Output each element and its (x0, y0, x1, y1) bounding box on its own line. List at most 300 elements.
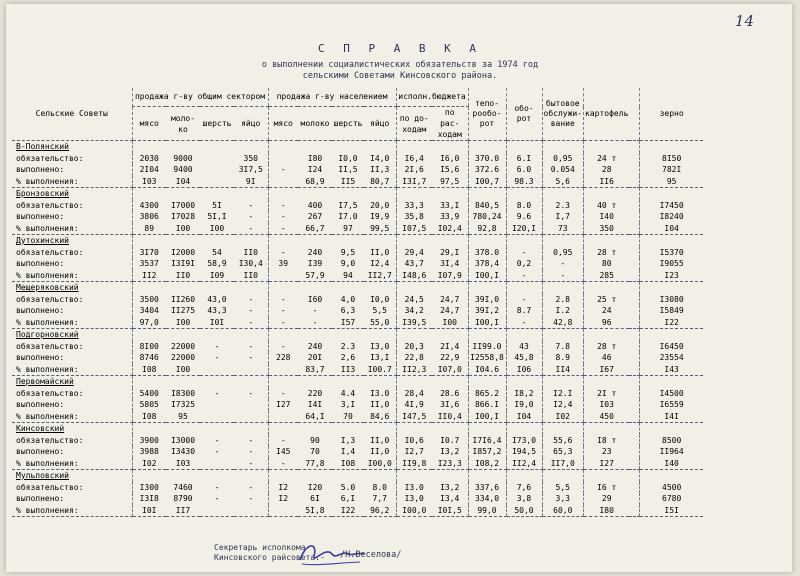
table-cell: 3,8 (506, 493, 542, 505)
table-cell: 8I50 (639, 153, 703, 165)
table-cell: 0,95 (542, 153, 584, 165)
table-cell (432, 188, 468, 200)
table-row (12, 505, 703, 517)
table-cell (332, 470, 364, 482)
table-cell: - (248, 306, 254, 315)
table-cell (166, 188, 200, 200)
table-cell (166, 235, 200, 247)
row-label: обязательство: (16, 153, 84, 163)
table-cell (364, 235, 396, 247)
table-cell: I3I,7 (396, 176, 432, 188)
table-cell: II2,3 (396, 364, 432, 376)
table-row (12, 352, 703, 364)
table-cell (298, 188, 332, 200)
subcol-header: мясо (132, 107, 166, 141)
table-cell (629, 200, 639, 212)
table-cell: - (268, 388, 298, 400)
table-cell: 5.0 (340, 482, 356, 492)
council-name-row (12, 282, 703, 294)
table-cell: I00,7 (468, 176, 506, 188)
table-cell (234, 470, 268, 482)
table-cell: 28 т (584, 341, 630, 353)
table-cell: I6559 (639, 399, 703, 411)
table-cell (166, 329, 200, 341)
group-header: картофель (584, 88, 630, 141)
table-cell: I04.6 (468, 364, 506, 376)
table-cell: 28 (584, 164, 630, 176)
row-label: % выполнения: (12, 505, 132, 517)
table-cell (268, 270, 298, 282)
table-cell: - (234, 317, 268, 329)
table-cell (268, 423, 298, 435)
table-cell (332, 141, 364, 153)
table-cell (468, 376, 506, 388)
row-label: обязательство: (16, 200, 84, 210)
table-cell: 84,6 (364, 411, 396, 423)
row-label: обязательство: (16, 435, 84, 445)
table-cell: I8 т (584, 435, 630, 447)
table-cell: 95 (639, 176, 703, 188)
table-cell: I.2 (542, 305, 584, 317)
table-cell: - (268, 317, 298, 329)
table-cell: I80 (584, 505, 630, 517)
table-cell (506, 188, 542, 200)
council-name-row (12, 470, 703, 482)
table-cell: I2 (268, 482, 298, 494)
table-cell: I7,5 (338, 200, 358, 210)
table-cell: I07,0 (432, 364, 468, 376)
table-cell (639, 282, 703, 294)
table-cell: - (214, 435, 220, 445)
table-cell: I6,0 (440, 153, 460, 163)
table-cell (234, 235, 268, 247)
table-cell: 8500 (639, 435, 703, 447)
table-cell (432, 235, 468, 247)
table-cell: 2.3 (340, 341, 356, 351)
table-cell: 20,0 (370, 200, 390, 210)
table-cell: I9,9 (370, 212, 390, 221)
table-cell (268, 505, 298, 517)
table-cell: 2I,6 (396, 164, 432, 176)
table-cell: I23 (639, 270, 703, 282)
table-cell (629, 352, 639, 364)
table-cell (268, 376, 298, 388)
table-row (12, 388, 703, 400)
table-cell: 35,8 (396, 211, 432, 223)
document-subtitle-line2: сельскими Советами Кинсовского района. (302, 71, 498, 81)
table-row (12, 305, 703, 317)
table-cell: I7325 (170, 400, 196, 409)
table-row (12, 317, 703, 329)
table-cell: 9.6 (506, 211, 542, 223)
table-cell (298, 423, 332, 435)
table-cell: I0I (132, 505, 166, 517)
table-cell: I3,I (370, 353, 390, 362)
table-cell: II5 (332, 176, 364, 188)
table-cell: II3 (332, 364, 364, 376)
row-label: выполнено: (16, 306, 65, 315)
table-cell: I39 (307, 259, 323, 268)
council-name: Бронзовский (16, 189, 69, 198)
table-cell: 9,0 (340, 259, 356, 268)
table-cell: I47,5 (396, 411, 432, 423)
table-cell (200, 141, 234, 153)
table-cell (584, 141, 630, 153)
table-cell: 3I,6 (440, 400, 460, 409)
table-cell: - (268, 294, 298, 306)
table-cell: I00,0 (364, 458, 396, 470)
table-cell: 96,2 (364, 505, 396, 517)
table-cell: 350 (243, 153, 258, 163)
table-cell: 43,0 (207, 294, 227, 304)
row-label: выполнено: (16, 400, 65, 409)
table-cell: 28,4 (396, 388, 432, 400)
table-cell: 23554 (639, 352, 703, 364)
table-cell: 23 (584, 446, 630, 458)
row-label: % выполнения: (12, 176, 132, 188)
table-cell (432, 141, 468, 153)
table-cell: I00 (166, 317, 200, 329)
table-cell (268, 282, 298, 294)
table-cell (332, 423, 364, 435)
table-cell (364, 329, 396, 341)
table-cell: - (248, 494, 254, 503)
table-cell (234, 188, 268, 200)
table-cell: - (298, 317, 332, 329)
table-cell: - (542, 270, 584, 282)
table-cell: I43 (639, 364, 703, 376)
table-cell: 6,3 (340, 306, 356, 315)
council-name-row (12, 141, 703, 153)
table-cell: 3,I (340, 400, 356, 409)
table-cell: 39I,2 (468, 305, 506, 317)
table-cell (584, 470, 630, 482)
table-cell (298, 329, 332, 341)
table-cell: - (248, 482, 254, 492)
footer-line2: Кинсовского райсовета:- (214, 553, 325, 562)
table-cell: I03 (166, 458, 200, 470)
group-header: бытовое обслужи-вание (542, 88, 584, 141)
table-cell: 33,I (440, 200, 460, 210)
table-cell (629, 376, 639, 388)
table-cell (629, 458, 639, 470)
table-cell: 7,7 (372, 494, 387, 503)
group-header: продажа г-ву общим сектором (132, 88, 268, 107)
table-cell: 866.I (468, 399, 506, 411)
table-cell: 4300 (132, 200, 166, 212)
table-cell: 2,6 (340, 353, 356, 362)
table-cell: 97,5 (432, 176, 468, 188)
table-cell (584, 329, 630, 341)
council-name-row (12, 423, 703, 435)
table-cell (364, 423, 396, 435)
row-label: обязательство: (16, 388, 84, 398)
table-cell (468, 141, 506, 153)
table-cell: - (506, 317, 542, 329)
table-cell (584, 188, 630, 200)
table-cell (364, 282, 396, 294)
table-cell (629, 176, 639, 188)
table-cell: I94,5 (506, 446, 542, 458)
table-cell (432, 329, 468, 341)
table-cell (542, 141, 584, 153)
table-cell (268, 141, 298, 153)
table-row (12, 458, 703, 470)
table-cell (584, 235, 630, 247)
table-cell: I0,6 (396, 435, 432, 447)
group-header: тепо-рообо-рот (468, 88, 506, 141)
table-row (12, 482, 703, 494)
table-cell: I27 (584, 458, 630, 470)
table-cell (166, 423, 200, 435)
table-cell (432, 376, 468, 388)
row-label: выполнено: (16, 447, 65, 456)
table-row (12, 399, 703, 411)
table-cell: I73,0 (506, 435, 542, 447)
row-label: % выполнения: (12, 411, 132, 423)
table-cell: 99,0 (468, 505, 506, 517)
table-cell: I00.7 (364, 364, 396, 376)
table-cell (332, 235, 364, 247)
table-cell: I00,I (468, 270, 506, 282)
table-cell: I57 (332, 317, 364, 329)
table-cell: 2.8 (542, 294, 584, 306)
table-cell: II,0 (370, 400, 390, 409)
row-label: обязательство: (16, 341, 84, 351)
table-cell: I04 (166, 176, 200, 188)
table-cell (200, 188, 234, 200)
table-cell: - (268, 223, 298, 235)
table-cell (166, 141, 200, 153)
table-cell: II9,8 (396, 458, 432, 470)
table-cell: 28.6 (440, 388, 460, 398)
table-cell (506, 235, 542, 247)
table-cell: 92,8 (468, 223, 506, 235)
table-cell: I7450 (639, 200, 703, 212)
table-cell: 378.0 (468, 247, 506, 259)
table-cell: 66,7 (298, 223, 332, 235)
table-cell: 3404 (132, 305, 166, 317)
row-header: Сельские Советы (12, 88, 132, 141)
table-cell: 0.054 (542, 164, 584, 176)
table-cell: I6450 (639, 341, 703, 353)
table-cell (629, 247, 639, 259)
table-cell: 400 (307, 200, 323, 210)
table-cell (468, 282, 506, 294)
table-cell: 4,0 (340, 294, 356, 304)
table-cell (268, 188, 298, 200)
table-cell (584, 423, 630, 435)
table-cell: II2,4 (506, 458, 542, 470)
table-cell: 29,4 (396, 247, 432, 259)
table-cell: - (268, 341, 298, 353)
table-cell: I07,5 (396, 223, 432, 235)
table-cell: 60,0 (542, 505, 584, 517)
table-cell: 20,3 (396, 341, 432, 353)
table-cell: I08 (332, 458, 364, 470)
table-cell (629, 317, 639, 329)
table-cell: I03 (584, 399, 630, 411)
table-cell: I2,4 (542, 399, 584, 411)
table-cell: II,3 (370, 165, 390, 174)
table-row (12, 435, 703, 447)
row-label: % выполнения: (12, 223, 132, 235)
table-cell (396, 376, 432, 388)
table-cell (639, 329, 703, 341)
table-cell: 3806 (132, 211, 166, 223)
table-cell: I30,4 (238, 259, 263, 268)
table-cell: - (248, 353, 254, 362)
table-cell: 96 (584, 317, 630, 329)
table-cell: I48,6 (396, 270, 432, 282)
council-name: Дутохинский (16, 236, 69, 245)
subcol-header: яйцо (234, 107, 268, 141)
table-cell: 24 (584, 305, 630, 317)
table-cell (332, 188, 364, 200)
council-name: В-Полянский (16, 142, 69, 151)
table-cell: II7,0 (542, 458, 584, 470)
table-cell: II7 (166, 505, 200, 517)
table-cell (396, 423, 432, 435)
table-cell: 25 т (584, 294, 630, 306)
table-cell: 46 (584, 352, 630, 364)
table-cell: I5849 (639, 305, 703, 317)
table-cell: 99,5 (364, 223, 396, 235)
council-name: Мульповский (16, 471, 69, 480)
table-cell (629, 411, 639, 423)
table-cell: I6,4 (396, 153, 432, 165)
table-cell (200, 458, 234, 470)
table-cell: II275 (170, 306, 196, 315)
table-cell (639, 470, 703, 482)
table-cell: 39 (268, 258, 298, 270)
table-cell: 3I70 (132, 247, 166, 259)
table-cell: 24,5 (396, 294, 432, 306)
table-cell: 34,2 (396, 305, 432, 317)
table-cell: 3I7,5 (238, 165, 263, 174)
table-cell (132, 188, 166, 200)
table-cell (234, 282, 268, 294)
table-cell: 43,7 (396, 258, 432, 270)
table-cell (364, 376, 396, 388)
table-cell: II0,4 (432, 411, 468, 423)
table-cell: I3,2 (440, 447, 460, 456)
table-cell (268, 470, 298, 482)
table-cell: - (268, 458, 298, 470)
table-cell: II,0 (370, 447, 390, 456)
table-cell: I3.0 (396, 482, 432, 494)
table-cell: I02,4 (432, 223, 468, 235)
table-cell: 42,8 (542, 317, 584, 329)
table-cell: 450 (584, 411, 630, 423)
table-cell: I3I9I (170, 259, 196, 268)
table-cell: - (214, 494, 220, 503)
table-cell: - (248, 200, 254, 210)
table-cell: 22000 (170, 353, 196, 362)
table-cell: - (268, 247, 298, 259)
table-cell: 4.4 (340, 388, 356, 398)
table-cell: - (214, 388, 220, 398)
table-row (12, 247, 703, 259)
table-row (12, 364, 703, 376)
table-cell: 3988 (132, 446, 166, 458)
table-cell: I60 (307, 294, 323, 304)
table-cell (332, 329, 364, 341)
table-cell: 228 (268, 352, 298, 364)
table-cell: I3.0 (370, 388, 390, 398)
table-cell (629, 141, 639, 153)
council-name-row (12, 235, 703, 247)
table-cell: 5805 (132, 399, 166, 411)
table-cell (332, 282, 364, 294)
council-name: Подгорновский (16, 330, 79, 339)
table-row (12, 211, 703, 223)
table-cell: - (268, 164, 298, 176)
table-cell (298, 376, 332, 388)
table-cell (629, 258, 639, 270)
table-cell: I4I (307, 400, 323, 409)
table-cell: II,0 (370, 435, 390, 445)
table-cell: 240 (307, 247, 323, 257)
table-cell: I7028 (170, 212, 196, 221)
table-cell (234, 423, 268, 435)
table-cell: 8790 (173, 494, 193, 503)
table-cell (639, 188, 703, 200)
table-cell (200, 176, 234, 188)
table-cell: I20 (307, 482, 323, 492)
table-cell (542, 423, 584, 435)
row-label: обязательство: (16, 294, 84, 304)
table-cell: I04 (506, 411, 542, 423)
table-cell: 64,I (298, 411, 332, 423)
table-cell: 0,95 (542, 247, 584, 259)
table-cell (629, 388, 639, 400)
table-cell: I0,0 (338, 153, 358, 163)
table-cell (234, 399, 268, 411)
table-cell (332, 376, 364, 388)
table-cell: II0 (243, 247, 258, 257)
table-cell (432, 470, 468, 482)
table-cell: II,5 (338, 165, 358, 174)
table-cell: 7.8 (542, 341, 584, 353)
table-cell: II2 (132, 270, 166, 282)
row-label: выполнено: (16, 212, 65, 221)
table-cell (639, 141, 703, 153)
table-cell: I5370 (639, 247, 703, 259)
table-cell: 372.6 (468, 164, 506, 176)
table-cell: 83,7 (298, 364, 332, 376)
table-cell: 865.2 (468, 388, 506, 400)
table-cell (234, 376, 268, 388)
table-cell: 7,6 (506, 482, 542, 494)
table-cell: I3,0 (396, 493, 432, 505)
table-cell (166, 470, 200, 482)
table-cell: 220 (307, 388, 323, 398)
table-cell (396, 235, 432, 247)
table-cell: 50,0 (506, 505, 542, 517)
row-label: обязательство: (16, 247, 84, 257)
table-cell: 3537 (132, 258, 166, 270)
table-cell (542, 470, 584, 482)
table-cell: I00 (432, 317, 468, 329)
table-cell (268, 176, 298, 188)
table-cell: 6.I (506, 153, 542, 165)
table-cell: 80,7 (364, 176, 396, 188)
table-cell: I2,4 (370, 259, 390, 268)
table-cell: - (542, 258, 584, 270)
table-row (12, 153, 703, 165)
table-cell (166, 282, 200, 294)
